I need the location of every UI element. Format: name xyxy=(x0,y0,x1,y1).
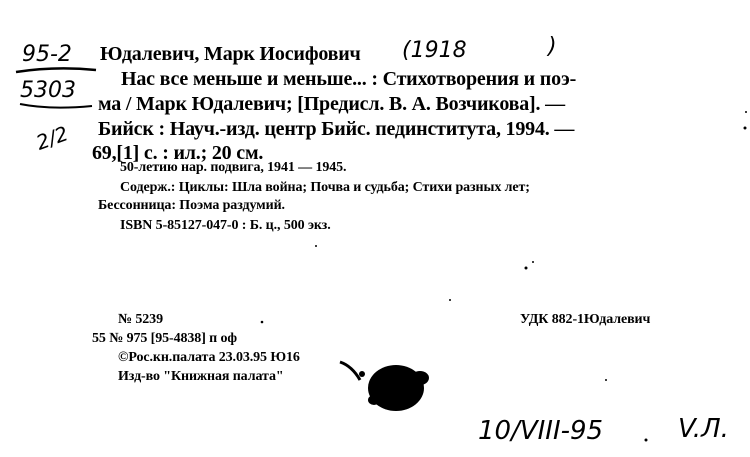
handwritten-close-paren: ) xyxy=(548,34,557,59)
contents-line-1: Содерж.: Циклы: Шла война; Почва и судьба; Стихи разных лет; xyxy=(120,180,530,195)
handwritten-year: (1918 xyxy=(402,38,467,63)
publisher-line: Изд-во "Книжная палата" xyxy=(118,369,284,384)
handwritten-call-number-bottom: 5303 xyxy=(20,78,76,103)
note-line: 50-летию нар. подвига, 1941 — 1945. xyxy=(120,160,347,175)
registry-line: 55 № 975 [95-4838] п оф xyxy=(92,331,238,346)
title-line-2: ма / Марк Юдалевич; [Предисл. В. А. Возчикова]. — xyxy=(98,93,565,115)
imprint-line: Бийск : Науч.-изд. центр Бийс. пединститута, 1994. — xyxy=(98,118,575,140)
ink-blot xyxy=(340,362,429,411)
handwritten-initials: V.Л. xyxy=(678,414,729,444)
handwritten-call-number-top: 95-2 xyxy=(22,42,72,67)
udk-code: УДК 882-1Юдалевич xyxy=(520,312,651,327)
isbn-line: ISBN 5-85127-047-0 : Б. ц., 500 экз. xyxy=(120,218,331,233)
handwritten-margin-mark: 2/2 xyxy=(32,121,72,155)
physical-description-line: 69,[1] с. : ил.; 20 см. xyxy=(92,142,264,164)
call-number-stroke xyxy=(20,104,92,108)
call-number-underline xyxy=(16,68,96,72)
record-number: № 5239 xyxy=(118,312,163,327)
contents-line-2: Бессонница: Поэма раздумий. xyxy=(98,198,285,213)
dust-specks xyxy=(261,111,747,446)
book-chamber-line: ©Рос.кн.палата 23.03.95 Ю16 xyxy=(118,350,300,365)
title-line-1: Нас все меньше и меньше... : Стихотворения и поэ- xyxy=(121,68,577,90)
handwritten-date: 10/VIII-95 xyxy=(478,416,604,446)
author-heading: Юдалевич, Марк Иосифович xyxy=(100,43,361,65)
